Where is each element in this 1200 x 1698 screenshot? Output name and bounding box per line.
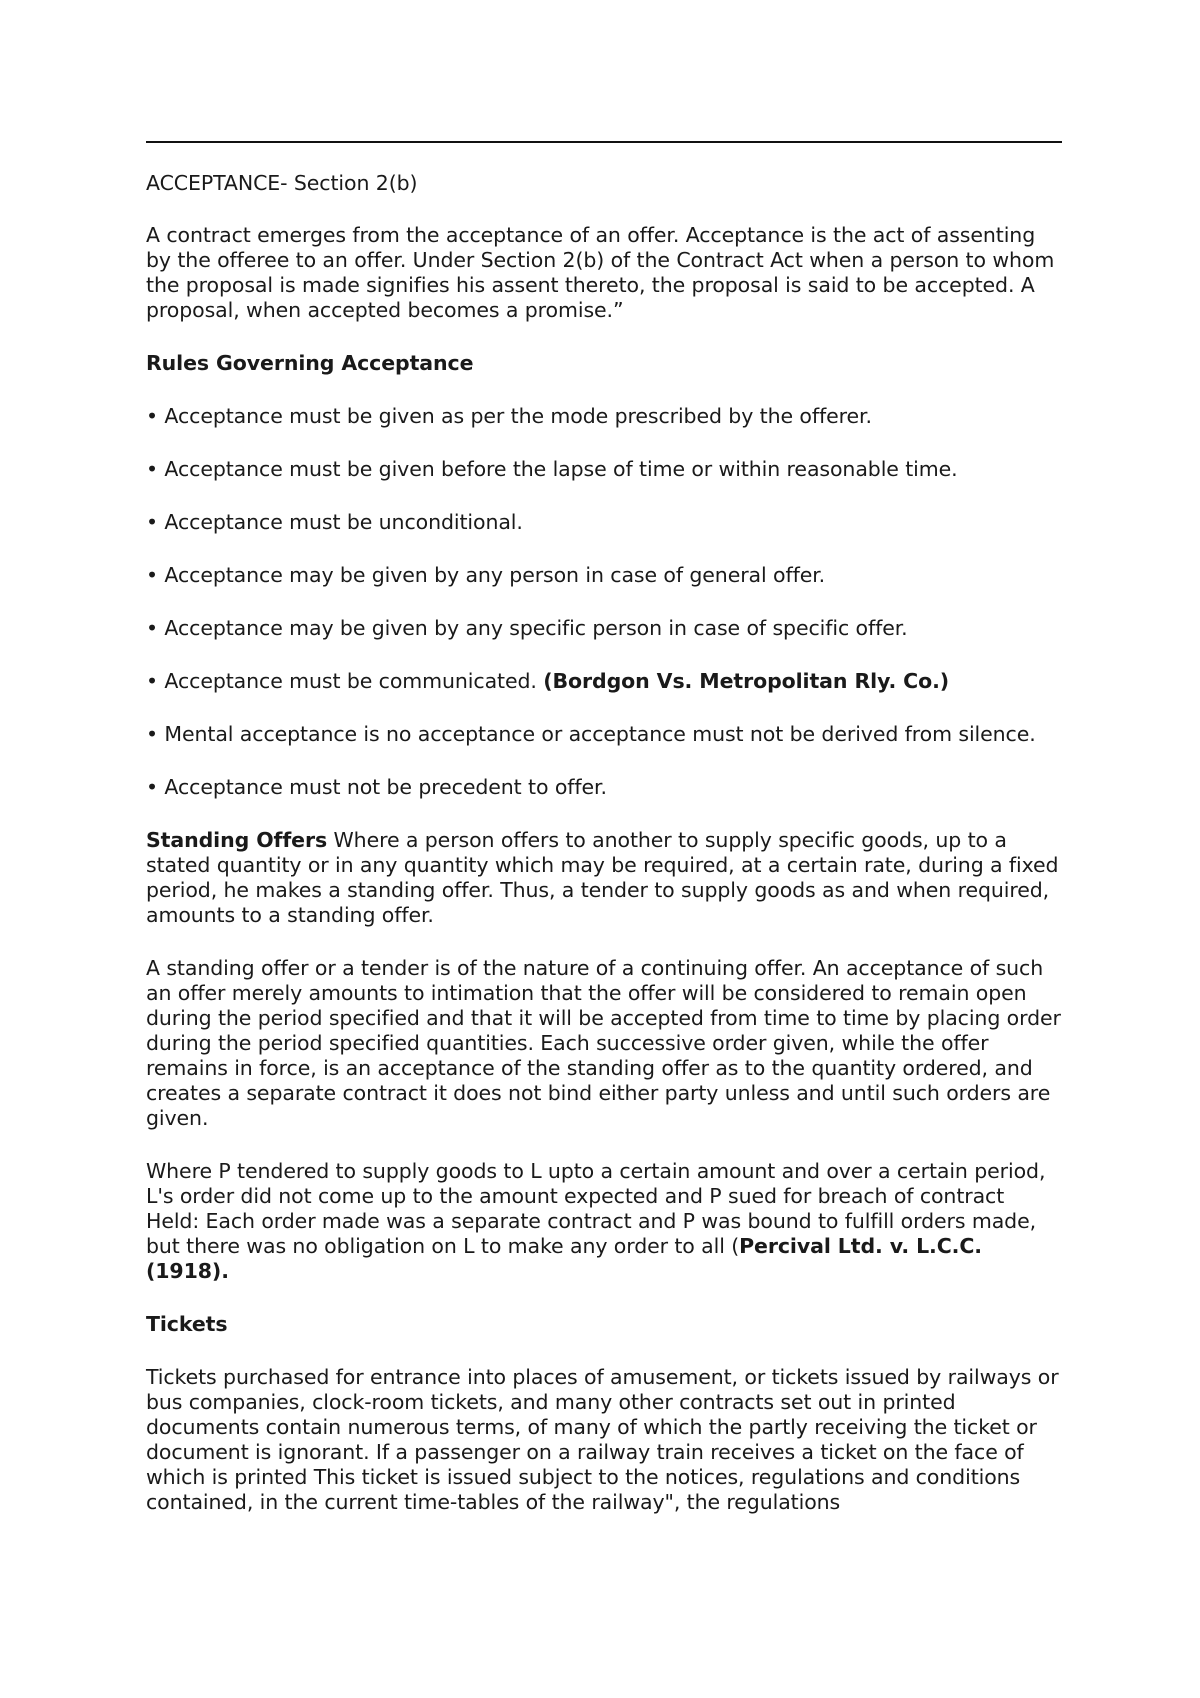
standing-offers-text: Where a person offers to another to supply specific goods, up to a stated quantity or in any quantity which may be required, at a certain rate, during a fixed period, he makes a standing offer. Thus, a tender to supply goods as and when required, amounts to a standing offer. bbox=[146, 828, 1059, 927]
rule-text: • Acceptance must be communicated. bbox=[146, 669, 544, 693]
rule-item: • Acceptance may be given by any specific person in case of specific offer. bbox=[146, 616, 908, 640]
rule-item: • Acceptance must be unconditional. bbox=[146, 510, 523, 534]
rule-item-communicated bbox=[146, 669, 1062, 694]
rule-item: • Acceptance must not be precedent to offer. bbox=[146, 775, 607, 799]
standing-offer-paragraph: A standing offer or a tender is of the nature of a continuing offer. An acceptance of such an offer merely amounts to intimation that the offer will be considered to remain open during the period specified and that it will be accepted from time to time by placing order during the period specified quantities. Each successive order given, while the offer remains in force, is an acceptance of the standing offer as to the quantity ordered, and creates a separate contract it does not bind either party unless and until such orders are given. bbox=[146, 956, 1061, 1130]
rules-heading: Rules Governing Acceptance bbox=[146, 351, 474, 375]
standing-offers-paragraph bbox=[146, 828, 1062, 928]
standing-offers-heading: Standing Offers bbox=[146, 828, 328, 852]
percival-text: Where P tendered to supply goods to L upto a certain amount and over a certain period, L's order did not come up to the amount expected and P sued for breach of contract Held: Each order made was a separate contract and P was bound to fulfill orders made, but there was no obligation on L to make any order to all ( bbox=[146, 1159, 1046, 1258]
rule-item: • Mental acceptance is no acceptance or acceptance must not be derived from silence. bbox=[146, 722, 1036, 746]
tickets-paragraph: Tickets purchased for entrance into places of amusement, or tickets issued by railways or bus companies, clock-room tickets, and many other contracts set out in printed documents contain numerous terms, of many of which the partly receiving the ticket or document is ignorant. If a passenger on a railway train receives a ticket on the face of which is printed This ticket is issued subject to the notices, regulations and conditions contained, in the current time-tables of the railway", the regulations bbox=[146, 1365, 1059, 1514]
header-rule bbox=[146, 141, 1062, 143]
case-citation-bordgon: (Bordgon Vs. Metropolitan Rly. Co.) bbox=[543, 669, 950, 693]
percival-paragraph bbox=[146, 1159, 1062, 1284]
document-body bbox=[146, 141, 1062, 1543]
tickets-heading: Tickets bbox=[146, 1312, 228, 1336]
section-title: ACCEPTANCE- Section 2(b) bbox=[146, 171, 418, 195]
rule-item: • Acceptance must be given before the lapse of time or within reasonable time. bbox=[146, 457, 958, 481]
rule-item: • Acceptance may be given by any person in case of general offer. bbox=[146, 563, 826, 587]
intro-paragraph: A contract emerges from the acceptance of an offer. Acceptance is the act of assenting by the offeree to an offer. Under Section 2(b) of the Contract Act when a person to whom the proposal is made signifies his assent thereto, the proposal is said to be accepted. A proposal, when accepted becomes a promise.” bbox=[146, 223, 1055, 322]
rules-list bbox=[146, 404, 1062, 800]
rule-item: • Acceptance must be given as per the mode prescribed by the offerer. bbox=[146, 404, 872, 428]
case-citation-percival: Percival Ltd. v. L.C.C. (1918). bbox=[146, 1234, 982, 1283]
